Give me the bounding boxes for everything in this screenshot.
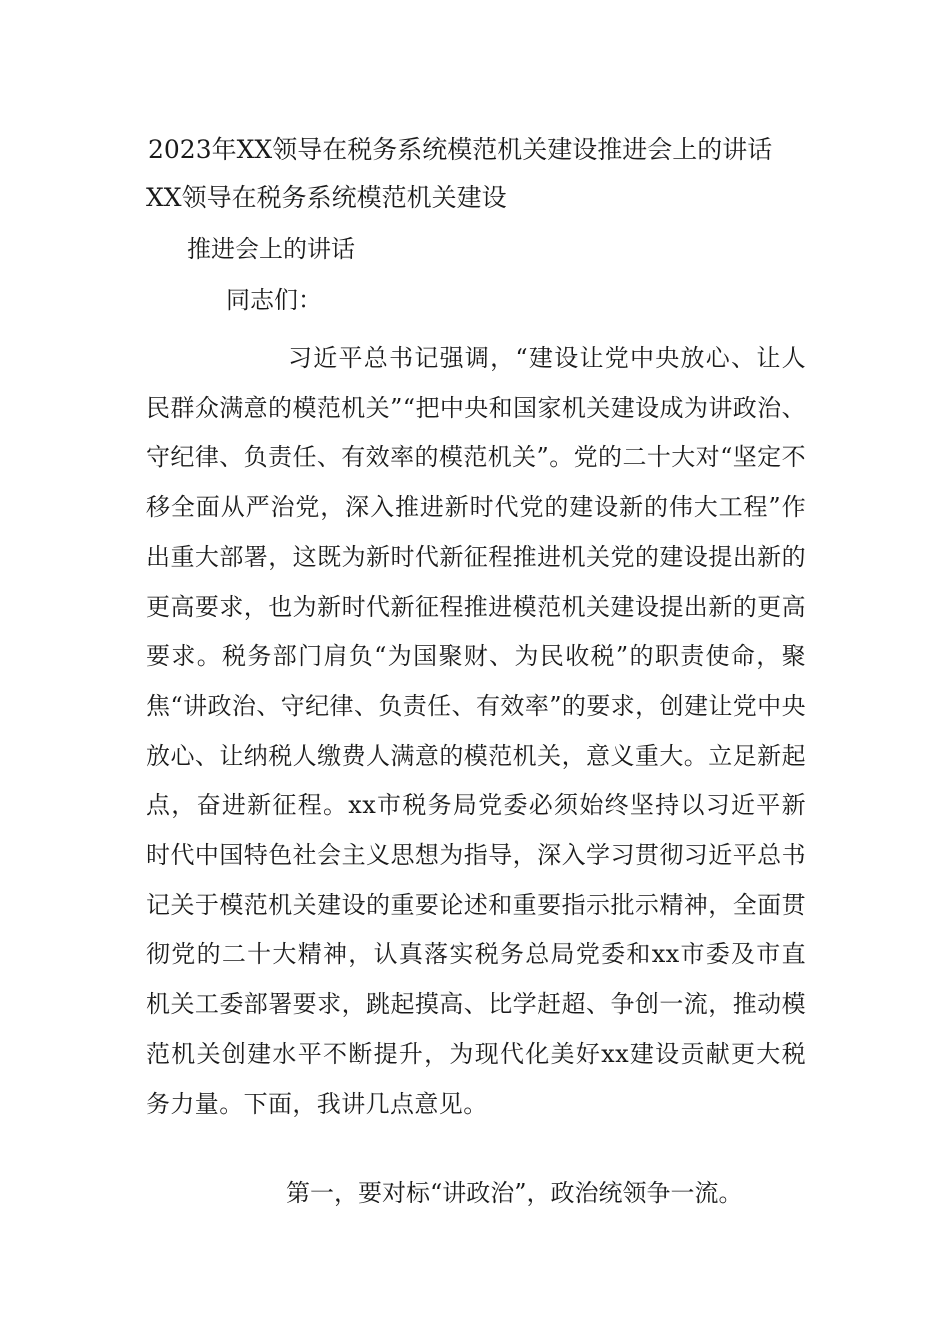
document-title-line-2: XX领导在税务系统模范机关建设	[146, 183, 507, 212]
greeting: 同志们：	[226, 286, 322, 314]
paragraph-1: 习近平总书记强调，“建设让党中央放心、让人民群众满意的模范机关”“把中央和国家机关建设成为讲政治、守纪律、负责任、有效率的模范机关”。党的二十大对“坚定不移全面从严治党，深入推进新时代党的建设新的伟大工程”作出重大部署，这既为新时代新征程推进机关党的建设提出新的更高要求，也为新时代新征程推进模范机关建设提出新的更高要求。税务部门肩负“为国聚财、为民收税”的职责使命，聚焦“讲政治、守纪律、负责任、有效率”的要求，创建让党中央放心、让纳税人缴费人满意的模范机关，意义重大。立足新起点，奋进新征程。xx市税务局党委必须始终坚持以习近平新时代中国特色社会主义思想为指导，深入学习贯彻习近平总书记关于模范机关建设的重要论述和重要指示批示精神，全面贯彻党的二十大精神，认真落实税务总局党委和xx市委及市直机关工委部署要求，跳起摸高、比学赶超、争创一流，推动模范机关创建水平不断提升，为现代化美好xx建设贡献更大税务力量。下面，我讲几点意见。	[146, 344, 806, 1118]
document-title-line-3: 推进会上的讲话	[187, 235, 355, 263]
document-title-line-1: 2023年XX领导在税务系统模范机关建设推进会上的讲话	[148, 135, 773, 164]
section-heading-point-1: 第一，要对标“讲政治”，政治统领争一流。	[286, 1179, 743, 1207]
